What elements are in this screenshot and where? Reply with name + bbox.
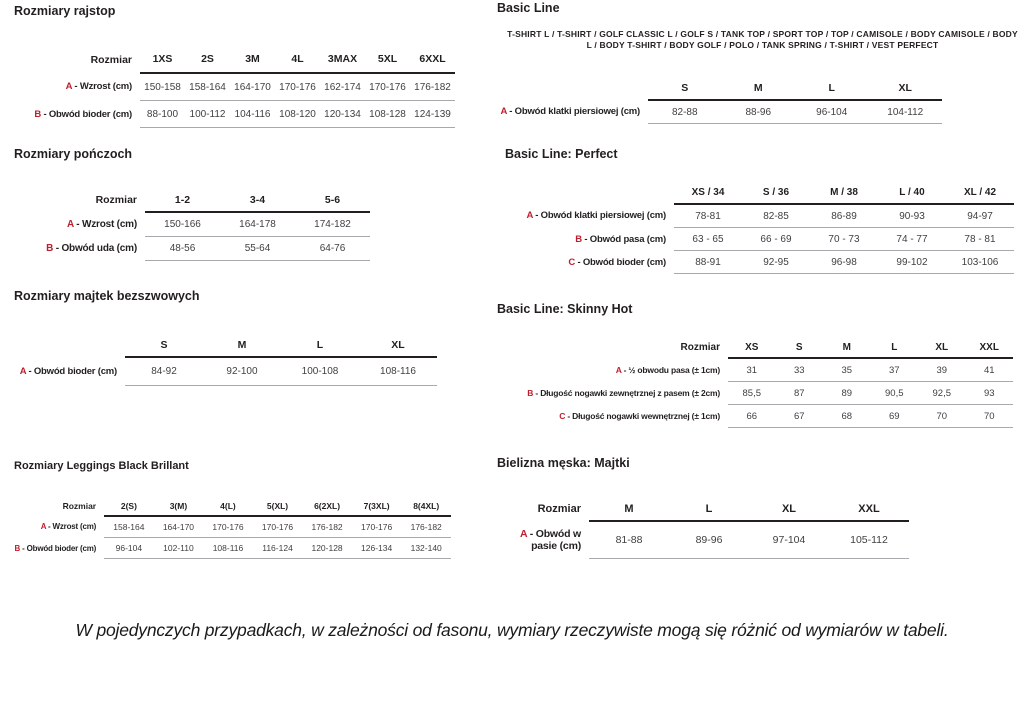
size-value-cell: 68	[823, 405, 871, 428]
size-value-cell: 85,5	[728, 382, 776, 405]
size-value-cell: 67	[776, 405, 824, 428]
measure-letter: A	[615, 364, 622, 375]
measure-letter: B	[527, 388, 534, 398]
row-label: B - Obwód uda (cm)	[46, 243, 137, 254]
size-column-header: 3M	[230, 46, 275, 73]
size-value-cell: 103-106	[946, 251, 1014, 274]
size-value-cell: 82-88	[648, 100, 722, 124]
size-value-cell: 96-104	[104, 538, 154, 559]
size-label-header: Rozmiar	[537, 503, 581, 515]
footer-disclaimer: W pojedynczych przypadkach, w zależności od fasonu, wymiary rzeczywiste mogą się różnić od wymiarów w tabeli.	[75, 620, 949, 640]
perfect-size-table-grid	[480, 182, 1014, 274]
majtki-size-table	[505, 497, 909, 559]
majtek-size-table-grid	[0, 334, 437, 386]
size-value-cell: 35	[823, 358, 871, 382]
size-value-cell: 33	[776, 358, 824, 382]
row-label: C - Długość nogawki wewnętrznej (± 1cm)	[559, 411, 720, 421]
size-value-cell: 176-182	[410, 73, 455, 101]
size-value-cell: 81-88	[589, 521, 669, 559]
measurement-row	[10, 212, 370, 237]
size-value-cell: 88-96	[722, 100, 796, 124]
measurement-row	[480, 204, 1014, 228]
size-value-cell: 104-116	[230, 101, 275, 128]
header-row	[0, 496, 451, 516]
ponczoch-size-table-grid	[10, 188, 370, 261]
size-value-cell: 89-96	[669, 521, 749, 559]
size-value-cell: 120-134	[320, 101, 365, 128]
measurement-row	[0, 357, 437, 386]
leggings-size-table	[0, 496, 451, 559]
measure-letter: B	[46, 243, 54, 254]
size-value-cell: 74 - 77	[878, 228, 946, 251]
header-row	[10, 46, 455, 73]
size-value-cell: 164-178	[220, 212, 295, 237]
size-column-header: 5(XL)	[253, 496, 303, 516]
size-column-header: S	[776, 337, 824, 358]
row-label: A - Obwód bioder (cm)	[19, 365, 117, 377]
majtki-size-table-grid	[505, 497, 909, 559]
size-column-header: 5-6	[295, 188, 370, 212]
measurement-row	[470, 405, 1013, 428]
size-label-header: Rozmiar	[62, 501, 97, 511]
size-value-cell: 31	[728, 358, 776, 382]
measure-letter: A	[65, 81, 72, 93]
size-value-cell: 70	[918, 405, 966, 428]
section-title-ponczoch: Rozmiary pończoch	[14, 147, 133, 161]
size-value-cell: 105-112	[829, 521, 909, 559]
size-value-cell: 92-100	[203, 357, 281, 386]
size-value-cell: 89	[823, 382, 871, 405]
size-value-cell: 70 - 73	[810, 228, 878, 251]
section-title-rajstop: Rozmiary rajstop	[14, 4, 116, 18]
size-value-cell: 78-81	[674, 204, 742, 228]
header-row	[10, 188, 370, 212]
measure-letter: A	[526, 210, 533, 222]
size-value-cell: 69	[871, 405, 919, 428]
size-column-header: 3-4	[220, 188, 295, 212]
size-column-header: 4(L)	[203, 496, 253, 516]
size-column-header: XL	[918, 337, 966, 358]
rajstop-size-table-grid	[10, 46, 455, 128]
row-label: C - Obwód bioder (cm)	[568, 256, 666, 268]
row-label: A - ½ obwodu pasa (± 1cm)	[615, 364, 720, 375]
basic-line-product-list: T-SHIRT L / T-SHIRT / GOLF CLASSIC L / GOLF S / TANK TOP / SPORT TOP / TOP / CAMISOLE / BODY CAMISOLE / BODY L / BODY T-SHIRT / BODY GOLF / POLO / TANK SPRING / T-SHIRT / VEST PERFECT	[507, 29, 1018, 50]
size-value-cell: 100-112	[185, 101, 230, 128]
size-column-header: XS / 34	[674, 182, 742, 204]
size-value-cell: 124-139	[410, 101, 455, 128]
measurement-row	[10, 73, 455, 101]
size-column-header: 5XL	[365, 46, 410, 73]
size-value-cell: 108-128	[365, 101, 410, 128]
size-value-cell: 170-176	[365, 73, 410, 101]
row-label: A - Wzrost (cm)	[67, 218, 137, 230]
size-column-header: 3(M)	[154, 496, 204, 516]
measure-letter: B	[14, 543, 21, 553]
perfect-size-table	[480, 182, 1014, 274]
section-title-perfect: Basic Line: Perfect	[505, 147, 618, 161]
size-value-cell: 99-102	[878, 251, 946, 274]
size-label-header: Rozmiar	[95, 194, 137, 206]
size-column-header: S	[648, 76, 722, 100]
row-label: A - Obwód klatki piersiowej (cm)	[500, 106, 640, 118]
size-value-cell: 104-112	[869, 100, 943, 124]
section-title-basic-line: Basic Line	[497, 1, 560, 15]
majtek-size-table	[0, 334, 437, 386]
size-column-header: 7(3XL)	[352, 496, 402, 516]
measure-letter: A	[520, 527, 527, 540]
measurement-row	[470, 358, 1013, 382]
size-value-cell: 174-182	[295, 212, 370, 237]
size-value-cell: 66	[728, 405, 776, 428]
row-label: B - Obwód bioder (cm)	[14, 543, 97, 553]
header-row	[0, 334, 437, 357]
size-value-cell: 150-166	[145, 212, 220, 237]
size-value-cell: 70	[966, 405, 1014, 428]
size-value-cell: 132-140	[401, 538, 451, 559]
row-label: A - Wzrost (cm)	[65, 81, 132, 93]
size-column-header: S	[125, 334, 203, 357]
size-value-cell: 150-158	[140, 73, 185, 101]
size-value-cell: 108-116	[359, 357, 437, 386]
size-value-cell: 37	[871, 358, 919, 382]
section-title-leggings: Rozmiary Leggings Black Brillant	[14, 460, 189, 472]
size-column-header: 2S	[185, 46, 230, 73]
size-value-cell: 92-95	[742, 251, 810, 274]
size-value-cell: 92,5	[918, 382, 966, 405]
size-value-cell: 63 - 65	[674, 228, 742, 251]
size-column-header: XXL	[829, 497, 909, 521]
row-label: A - Wzrost (cm)	[40, 522, 97, 532]
skinny-hot-size-table-grid	[470, 337, 1013, 428]
row-label: B - Długość nogawki zewnętrznej z pasem (± 2cm)	[527, 388, 720, 398]
size-value-cell: 82-85	[742, 204, 810, 228]
measurement-row	[10, 101, 455, 128]
header-row	[480, 182, 1014, 204]
size-value-cell: 108-120	[275, 101, 320, 128]
size-value-cell: 126-134	[352, 538, 402, 559]
header-row	[505, 497, 909, 521]
size-label-header	[458, 76, 648, 100]
size-column-header: M / 38	[810, 182, 878, 204]
section-title-skinny-hot: Basic Line: Skinny Hot	[497, 302, 633, 316]
leggings-size-table-grid	[0, 496, 451, 559]
rajstop-size-table	[10, 46, 455, 128]
size-column-header: S / 36	[742, 182, 810, 204]
size-column-header: M	[823, 337, 871, 358]
size-column-header: 6XXL	[410, 46, 455, 73]
measure-letter: A	[500, 106, 507, 118]
size-value-cell: 176-182	[302, 516, 352, 538]
measure-letter: C	[559, 411, 566, 421]
size-column-header: XXL	[966, 337, 1014, 358]
size-column-header: 3MAX	[320, 46, 365, 73]
size-value-cell: 55-64	[220, 237, 295, 261]
header-row	[470, 337, 1013, 358]
size-label-header	[0, 334, 125, 357]
size-value-cell: 86-89	[810, 204, 878, 228]
size-column-header: 1-2	[145, 188, 220, 212]
measurement-row	[480, 251, 1014, 274]
size-column-header: 4L	[275, 46, 320, 73]
measure-letter: B	[34, 108, 41, 120]
size-value-cell: 162-174	[320, 73, 365, 101]
size-label-header: Rozmiar	[680, 342, 720, 353]
section-title-majtki: Bielizna męska: Majtki	[497, 456, 630, 470]
row-label: B - Obwód bioder (cm)	[34, 108, 132, 120]
measurement-row	[0, 538, 451, 559]
size-column-header: L	[795, 76, 869, 100]
size-value-cell: 41	[966, 358, 1014, 382]
size-value-cell: 90,5	[871, 382, 919, 405]
size-value-cell: 88-100	[140, 101, 185, 128]
size-value-cell: 158-164	[185, 73, 230, 101]
size-column-header: XS	[728, 337, 776, 358]
size-label-header	[480, 182, 674, 204]
size-value-cell: 48-56	[145, 237, 220, 261]
size-column-header: XL / 42	[946, 182, 1014, 204]
size-value-cell: 102-110	[154, 538, 204, 559]
skinny-hot-size-table	[470, 337, 1013, 428]
measure-letter: A	[67, 218, 74, 230]
measure-letter: A	[19, 365, 26, 377]
measurement-row	[505, 521, 909, 559]
size-column-header: 1XS	[140, 46, 185, 73]
size-column-header: M	[589, 497, 669, 521]
size-column-header: XL	[749, 497, 829, 521]
row-label: A - Obwód w pasie (cm)	[520, 527, 581, 552]
size-column-header: L	[281, 334, 359, 357]
size-column-header: XL	[869, 76, 943, 100]
size-value-cell: 97-104	[749, 521, 829, 559]
size-value-cell: 100-108	[281, 357, 359, 386]
size-value-cell: 170-176	[203, 516, 253, 538]
measurement-row	[458, 100, 942, 124]
size-value-cell: 164-170	[154, 516, 204, 538]
measurement-row	[470, 382, 1013, 405]
size-value-cell: 90-93	[878, 204, 946, 228]
basic-line-size-table	[458, 76, 942, 124]
header-row	[458, 76, 942, 100]
size-column-header: L	[669, 497, 749, 521]
size-column-header: 2(S)	[104, 496, 154, 516]
size-value-cell: 170-176	[352, 516, 402, 538]
size-value-cell: 170-176	[275, 73, 320, 101]
basic-line-size-table-grid	[458, 76, 942, 124]
size-value-cell: 94-97	[946, 204, 1014, 228]
size-value-cell: 116-124	[253, 538, 303, 559]
measurement-row	[0, 516, 451, 538]
size-value-cell: 64-76	[295, 237, 370, 261]
size-column-header: L / 40	[878, 182, 946, 204]
size-value-cell: 66 - 69	[742, 228, 810, 251]
size-column-header: 6(2XL)	[302, 496, 352, 516]
size-value-cell: 84-92	[125, 357, 203, 386]
size-column-header: 8(4XL)	[401, 496, 451, 516]
size-value-cell: 108-116	[203, 538, 253, 559]
ponczoch-size-table	[10, 188, 370, 261]
measure-letter: A	[40, 522, 47, 532]
size-value-cell: 78 - 81	[946, 228, 1014, 251]
row-label: B - Obwód pasa (cm)	[575, 233, 666, 245]
size-value-cell: 96-98	[810, 251, 878, 274]
size-column-header: M	[722, 76, 796, 100]
measure-letter: B	[575, 233, 582, 245]
size-value-cell: 120-128	[302, 538, 352, 559]
size-value-cell: 170-176	[253, 516, 303, 538]
size-value-cell: 176-182	[401, 516, 451, 538]
size-value-cell: 88-91	[674, 251, 742, 274]
size-value-cell: 158-164	[104, 516, 154, 538]
size-value-cell: 87	[776, 382, 824, 405]
size-value-cell: 93	[966, 382, 1014, 405]
row-label: A - Obwód klatki piersiowej (cm)	[526, 210, 666, 222]
measure-letter: C	[568, 256, 575, 268]
measurement-row	[480, 228, 1014, 251]
size-label-header: Rozmiar	[90, 53, 132, 66]
size-value-cell: 39	[918, 358, 966, 382]
measurement-row	[10, 237, 370, 261]
size-value-cell: 164-170	[230, 73, 275, 101]
size-value-cell: 96-104	[795, 100, 869, 124]
size-column-header: L	[871, 337, 919, 358]
size-column-header: XL	[359, 334, 437, 357]
section-title-majtek: Rozmiary majtek bezszwowych	[14, 289, 200, 303]
size-column-header: M	[203, 334, 281, 357]
